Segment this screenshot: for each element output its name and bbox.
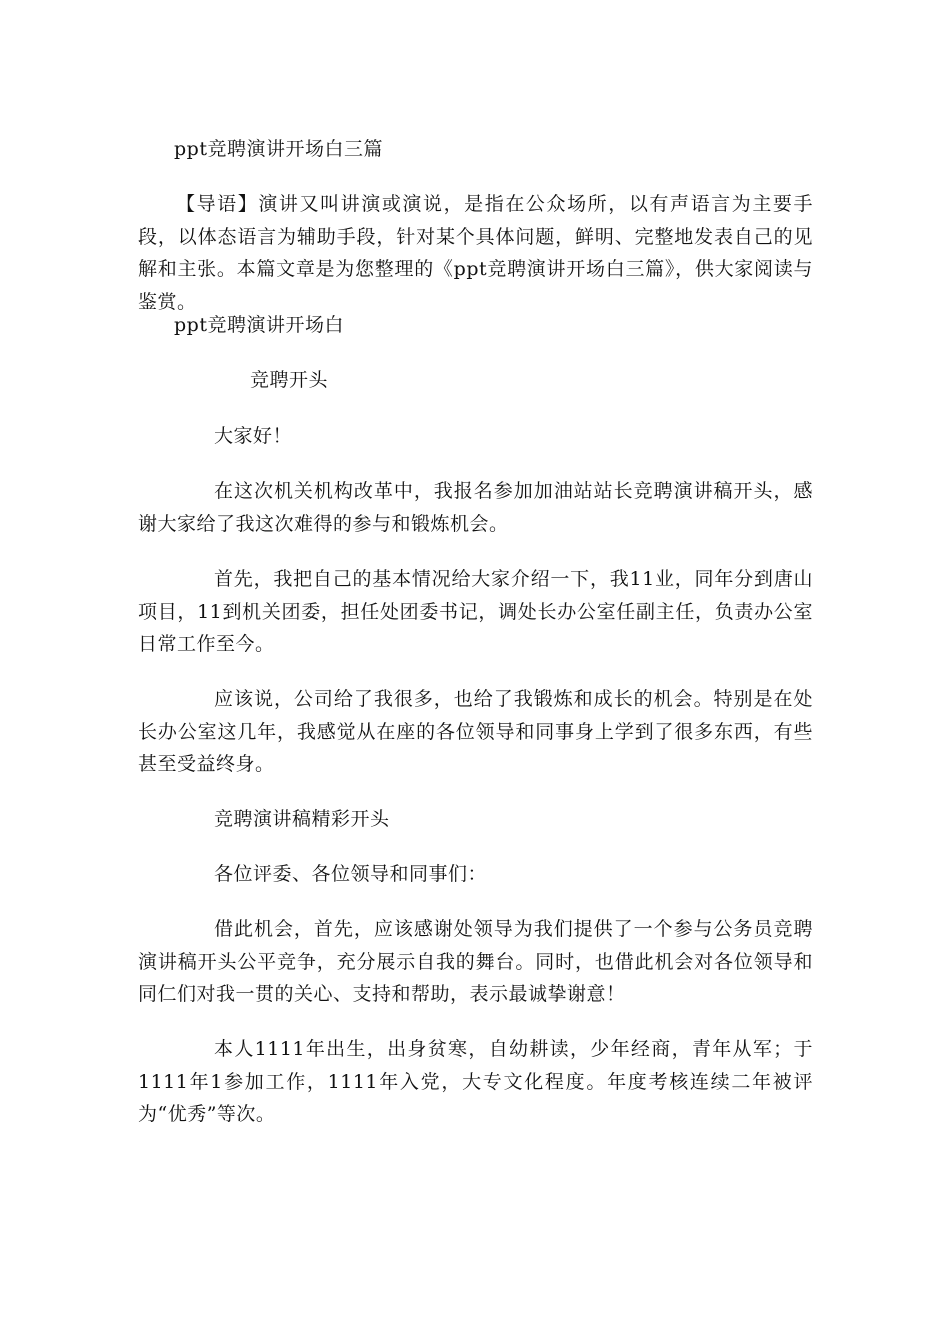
subheading-opening: 竞聘开头 [250, 369, 329, 391]
greeting-everyone: 大家好！ [214, 425, 293, 447]
body-paragraph-2: 首先，我把自己的基本情况给大家介绍一下，我11业，同年分到唐山项目，11到机关团委，担任处团委书记，调处长办公室任副主任，负责办公室日常工作至今。 [138, 568, 813, 655]
section-heading: ppt竞聘演讲开场白 [174, 314, 344, 336]
subheading-wonderful-opening: 竞聘演讲稿精彩开头 [214, 808, 390, 830]
body-paragraph-3: 应该说，公司给了我很多，也给了我锻炼和成长的机会。特别是在处长办公室这几年，我感觉从在座的各位领导和同事身上学到了很多东西，有些甚至受益终身。 [138, 688, 813, 775]
intro-paragraph: 【导语】演讲又叫讲演或演说，是指在公众场所，以有声语言为主要手段，以体态语言为辅助手段，针对某个具体问题，鲜明、完整地发表自己的见解和主张。本篇文章是为您整理的《ppt竞聘演讲开场白三篇》，供大家阅读与鉴赏。 [138, 193, 813, 313]
body-paragraph-5: 本人1111年出生，出身贫寒，自幼耕读，少年经商，青年从军；于1111年1参加工作，1111年入党，大专文化程度。年度考核连续二年被评为“优秀”等次。 [138, 1038, 813, 1125]
body-paragraph-4: 借此机会，首先，应该感谢处领导为我们提供了一个参与公务员竞聘演讲稿开头公平竞争，充分展示自我的舞台。同时，也借此机会对各位领导和同仁们对我一贯的关心、支持和帮助，表示最诚挚谢意！ [138, 918, 813, 1005]
greeting-judges: 各位评委、各位领导和同事们： [214, 863, 488, 885]
body-paragraph-1: 在这次机关机构改革中，我报名参加加油站站长竞聘演讲稿开头，感谢大家给了我这次难得的参与和锻炼机会。 [138, 480, 813, 535]
document-title: ppt竞聘演讲开场白三篇 [174, 138, 383, 160]
